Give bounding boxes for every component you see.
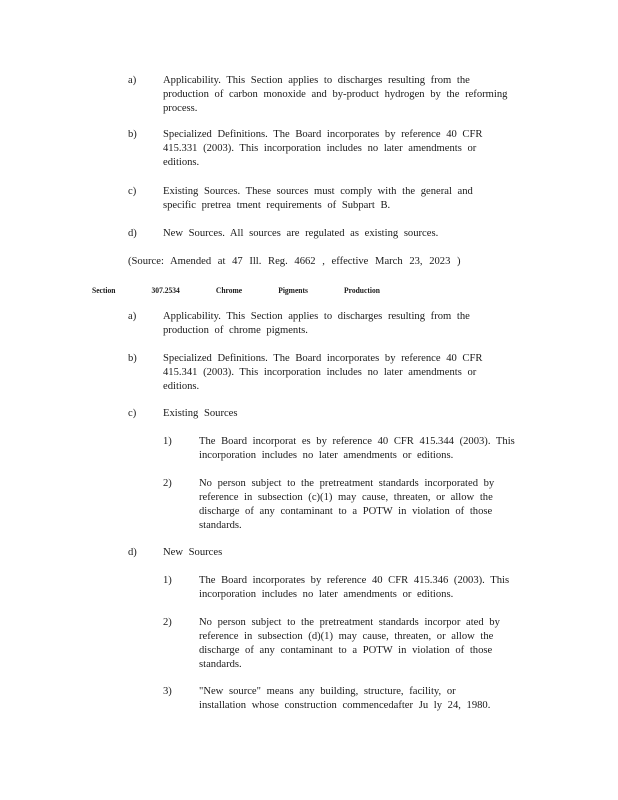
paragraph-title: New Sources bbox=[163, 547, 223, 558]
text-line: discharge of any contaminant to a POTW in violation of those bbox=[199, 506, 493, 517]
text-line: Specialized Definitions. The Board incorporates by reference 40 CFR bbox=[163, 353, 483, 364]
text-line: production of chrome pigments. bbox=[163, 325, 308, 336]
paragraph-text bbox=[163, 185, 523, 213]
paragraph-label: c) bbox=[128, 408, 137, 419]
paragraph-label: d) bbox=[128, 228, 137, 239]
text-line: standards. bbox=[199, 659, 242, 670]
text-line: The Board incorporat es by reference 40 CFR 415.344 (2003). This bbox=[199, 436, 515, 447]
text-line: No person subject to the pretreatment standards incorpor ated by bbox=[199, 617, 500, 628]
paragraph-label: a) bbox=[128, 311, 137, 322]
subparagraph-text bbox=[199, 435, 515, 463]
paragraph-label: d) bbox=[128, 547, 137, 558]
subparagraph-text bbox=[199, 477, 509, 533]
text-line: 415.341 (2003). This incorporation includes no later amendments or bbox=[163, 367, 477, 378]
subparagraph-label: 1) bbox=[163, 575, 172, 586]
text-line: incorporation includes no later amendments or editions. bbox=[199, 450, 454, 461]
text-line: reference in subsection (d)(1) may cause, threaten, or allow the bbox=[199, 631, 494, 642]
paragraph-text bbox=[163, 74, 523, 116]
section-heading bbox=[92, 284, 400, 298]
paragraph-label: b) bbox=[128, 129, 137, 140]
subparagraph-label: 3) bbox=[163, 686, 172, 697]
text-line: Applicability. This Section applies to discharges resulting from the bbox=[163, 75, 470, 86]
text-line: installation whose construction commencedafter Ju ly 24, 1980. bbox=[199, 700, 491, 711]
text-line: editions. bbox=[163, 381, 200, 392]
text-line: New Sources. All sources are regulated as existing sources. bbox=[163, 228, 439, 239]
subparagraph-label: 2) bbox=[163, 478, 172, 489]
paragraph-text bbox=[163, 352, 523, 394]
paragraph-text bbox=[163, 128, 523, 170]
paragraph-text bbox=[163, 227, 523, 241]
text-line: discharge of any contaminant to a POTW in violation of those bbox=[199, 645, 493, 656]
subparagraph-text bbox=[199, 574, 509, 602]
paragraph-label: a) bbox=[128, 75, 137, 86]
paragraph-label: b) bbox=[128, 353, 137, 364]
text-line: "New source" means any building, structure, facility, or bbox=[199, 686, 456, 697]
text-line: production of carbon monoxide and by-product hydrogen by the reforming bbox=[163, 89, 508, 100]
paragraph-title: Existing Sources bbox=[163, 408, 238, 419]
text-line: Existing Sources. These sources must comply with the general and bbox=[163, 186, 473, 197]
text-line: process. bbox=[163, 103, 198, 114]
section-title-word: Pigments bbox=[278, 286, 308, 295]
text-line: reference in subsection (c)(1) may cause, threaten, or allow the bbox=[199, 492, 493, 503]
section-number: 307.2534 bbox=[151, 286, 180, 295]
text-line: No person subject to the pretreatment standards incorporated by bbox=[199, 478, 495, 489]
text-line: standards. bbox=[199, 520, 242, 531]
text-line: 415.331 (2003). This incorporation includes no later amendments or bbox=[163, 143, 477, 154]
subparagraph-label: 2) bbox=[163, 617, 172, 628]
paragraph-label: c) bbox=[128, 186, 137, 197]
text-line: Specialized Definitions. The Board incorporates by reference 40 CFR bbox=[163, 129, 483, 140]
subparagraph-label: 1) bbox=[163, 436, 172, 447]
subparagraph-text bbox=[199, 616, 509, 672]
paragraph-text bbox=[163, 310, 523, 338]
text-line: The Board incorporates by reference 40 CFR 415.346 (2003). This bbox=[199, 575, 510, 586]
text-line: editions. bbox=[163, 157, 200, 168]
text-line: incorporation includes no later amendments or editions. bbox=[199, 589, 454, 600]
text-line: specific pretrea tment requirements of Subpart B. bbox=[163, 200, 391, 211]
subparagraph-text bbox=[199, 685, 509, 713]
section-title-word: Chrome bbox=[215, 286, 243, 295]
source-note: (Source: Amended at 47 Ill. Reg. 4662 , effective March 23, 2023 ) bbox=[128, 256, 461, 267]
section-label: Section bbox=[92, 286, 116, 295]
text-line: Applicability. This Section applies to discharges resulting from the bbox=[163, 311, 470, 322]
section-title-word: Production bbox=[344, 286, 380, 295]
